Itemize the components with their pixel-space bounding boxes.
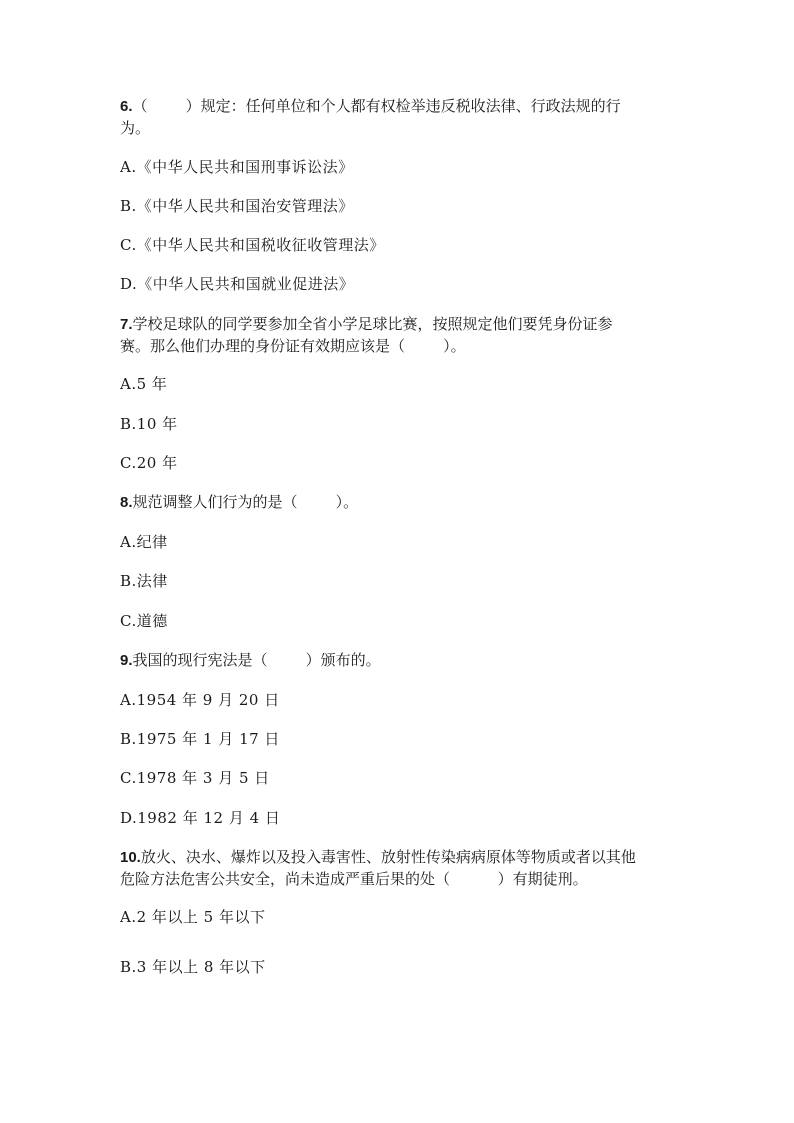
question-text: 我国的现行宪法是（ ）颁布的。 (132, 651, 381, 669)
question-text: 学校足球队的同学要参加全省小学足球比赛，按照规定他们要凭身份证参 (132, 315, 613, 333)
question-10-stem-line1 (120, 846, 680, 869)
question-9-option-b[interactable]: B.1975 年 1 月 17 日 (120, 730, 280, 748)
question-number: 6. (120, 98, 133, 115)
question-6-stem-line1 (120, 95, 680, 118)
question-number: 9. (120, 652, 133, 669)
question-7-option-a[interactable]: A.5 年 (120, 375, 168, 393)
question-8-option-b[interactable]: B.法律 (120, 572, 168, 590)
question-number: 8. (120, 494, 133, 511)
question-7-option-c[interactable]: C.20 年 (120, 454, 178, 472)
question-10-option-b[interactable]: B.3 年以上 8 年以下 (120, 958, 266, 976)
question-8-stem-line1 (120, 491, 680, 514)
question-6-option-b[interactable]: B.《中华人民共和国治安管理法》 (120, 197, 354, 215)
question-8-option-a[interactable]: A.纪律 (120, 533, 168, 551)
question-number: 7. (120, 316, 133, 333)
question-7-option-b[interactable]: B.10 年 (120, 415, 178, 433)
question-6-option-d[interactable]: D.《中华人民共和国就业促进法》 (120, 275, 355, 293)
question-10-option-a[interactable]: A.2 年以上 5 年以下 (120, 908, 266, 926)
question-6-option-a[interactable]: A.《中华人民共和国刑事诉讼法》 (120, 158, 354, 176)
question-6-option-c[interactable]: C.《中华人民共和国税收征收管理法》 (120, 236, 385, 254)
question-9-option-c[interactable]: C.1978 年 3 月 5 日 (120, 769, 270, 787)
question-6-stem-line2: 为。 (120, 119, 151, 137)
question-7-stem-line1 (120, 313, 680, 336)
question-text: 放火、决水、爆炸以及投入毒害性、放射性传染病病原体等物质或者以其他 (140, 848, 636, 866)
question-10-stem-line2: 危险方法危害公共安全，尚未造成严重后果的处（ ）有期徒刑。 (120, 870, 588, 888)
question-text: （ ）规定：任何单位和个人都有权检举违反税收法律、行政法规的行 (132, 97, 621, 115)
question-8-option-c[interactable]: C.道德 (120, 612, 168, 630)
question-number: 10. (120, 849, 141, 866)
question-9-option-d[interactable]: D.1982 年 12 月 4 日 (120, 809, 281, 827)
question-9-option-a[interactable]: A.1954 年 9 月 20 日 (120, 691, 280, 709)
question-text: 规范调整人们行为的是（ ）。 (132, 493, 359, 511)
question-7-stem-line2: 赛。那么他们办理的身份证有效期应该是（ ）。 (120, 337, 466, 355)
question-9-stem-line1 (120, 649, 680, 672)
